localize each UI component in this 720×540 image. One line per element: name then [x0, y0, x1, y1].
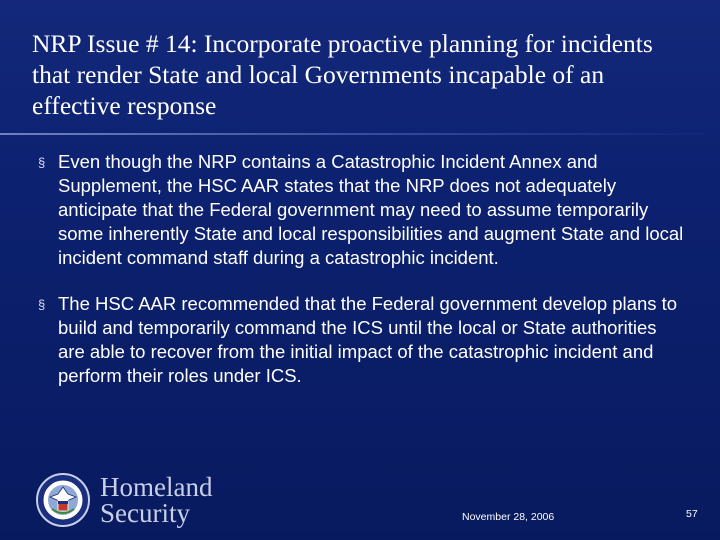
logo-wordmark	[100, 474, 212, 526]
bullet-text: The HSC AAR recommended that the Federal government develop plans to build and temporarily command the ICS until the local or State authorities are able to recover from the initial impact of the catastrophic incident and perform their roles under ICS.	[58, 293, 678, 386]
homeland-security-logo	[36, 470, 236, 530]
dhs-seal-icon	[36, 473, 90, 527]
bullet-marker-icon: §	[38, 155, 46, 170]
bullet-text: Even though the NRP contains a Catastrophic Incident Annex and Supplement, the HSC AAR states that the NRP does not adequately anticipate that the Federal government may need to assume temporarily some inherently State and local responsibilities and augment State and local incident command staff during a catastrophic incident.	[58, 151, 684, 268]
logo-word-security: Security	[100, 498, 190, 528]
logo-word-homeland: Homeland	[100, 472, 213, 502]
page-number: 57	[686, 508, 698, 520]
bullet-item	[38, 150, 688, 270]
slide-title: NRP Issue # 14: Incorporate proactive planning for incidents that render State and local Governments incapable of an effective response	[32, 29, 653, 120]
slide-date: November 28, 2006	[462, 511, 555, 523]
bullet-item	[38, 292, 688, 388]
title-divider	[0, 133, 720, 135]
bullet-marker-icon: §	[38, 297, 46, 312]
bullet-list	[38, 150, 688, 410]
